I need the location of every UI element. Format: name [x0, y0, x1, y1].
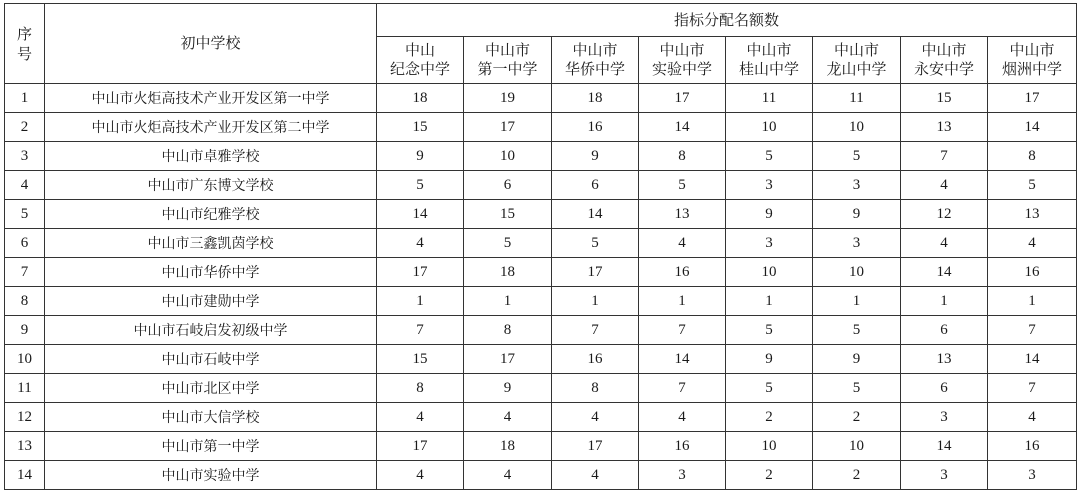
index-header-char: 序: [16, 24, 32, 43]
quota-value-cell: 7: [988, 374, 1077, 403]
index-header-label: [5, 24, 44, 64]
quota-value-cell: 9: [464, 374, 552, 403]
quota-value-cell: 4: [377, 461, 464, 490]
quota-value-cell: 9: [813, 200, 901, 229]
quota-value-cell: 16: [988, 258, 1077, 287]
table-row: [5, 84, 1077, 113]
target-school-line2: 永安中学: [913, 60, 974, 78]
quota-value-cell: 14: [639, 113, 726, 142]
quota-value-cell: 2: [813, 403, 901, 432]
quota-value-cell: 10: [464, 142, 552, 171]
row-index-cell: 6: [5, 229, 45, 258]
quota-value-cell: 14: [901, 432, 988, 461]
target-school-line2: 华侨中学: [564, 60, 625, 78]
quota-value-cell: 5: [813, 316, 901, 345]
quota-value-cell: 17: [988, 84, 1077, 113]
quota-value-cell: 12: [901, 200, 988, 229]
row-index-cell: 11: [5, 374, 45, 403]
quota-value-cell: 5: [726, 316, 813, 345]
quota-value-cell: 8: [377, 374, 464, 403]
target-school-line1: 中山市: [659, 41, 705, 59]
quota-value-cell: 4: [464, 461, 552, 490]
school-name-cell: 中山市实验中学: [45, 461, 377, 490]
index-header: [5, 4, 45, 84]
school-name-cell: 中山市火炬高技术产业开发区第二中学: [45, 113, 377, 142]
target-school-line2: 纪念中学: [389, 60, 450, 78]
quota-value-cell: 4: [639, 403, 726, 432]
quota-value-cell: 15: [377, 345, 464, 374]
quota-value-cell: 3: [639, 461, 726, 490]
table-row: [5, 403, 1077, 432]
row-index-cell: 14: [5, 461, 45, 490]
quota-value-cell: 9: [552, 142, 639, 171]
target-school-line1: 中山市: [1009, 41, 1055, 59]
quota-header: 指标分配名额数: [377, 4, 1077, 37]
quota-value-cell: 13: [988, 200, 1077, 229]
quota-value-cell: 6: [901, 374, 988, 403]
quota-value-cell: 11: [726, 84, 813, 113]
row-index-cell: 9: [5, 316, 45, 345]
quota-value-cell: 8: [552, 374, 639, 403]
school-name-cell: 中山市华侨中学: [45, 258, 377, 287]
quota-value-cell: 16: [639, 258, 726, 287]
target-school-line2: 龙山中学: [826, 60, 887, 78]
quota-value-cell: 16: [639, 432, 726, 461]
quota-value-cell: 10: [813, 432, 901, 461]
quota-value-cell: 16: [552, 113, 639, 142]
quota-value-cell: 4: [988, 229, 1077, 258]
quota-value-cell: 10: [726, 258, 813, 287]
quota-value-cell: 4: [552, 461, 639, 490]
quota-value-cell: 4: [901, 229, 988, 258]
header-row-top: [5, 4, 1077, 37]
quota-value-cell: 3: [901, 403, 988, 432]
quota-value-cell: 8: [464, 316, 552, 345]
quota-value-cell: 10: [813, 258, 901, 287]
quota-value-cell: 10: [813, 113, 901, 142]
school-name-cell: 中山市大信学校: [45, 403, 377, 432]
quota-value-cell: 4: [552, 403, 639, 432]
quota-value-cell: 5: [726, 142, 813, 171]
quota-value-cell: 11: [813, 84, 901, 113]
target-school-header: [988, 37, 1077, 84]
row-index-cell: 13: [5, 432, 45, 461]
quota-value-cell: 1: [813, 287, 901, 316]
quota-value-cell: 16: [552, 345, 639, 374]
quota-value-cell: 7: [639, 316, 726, 345]
quota-value-cell: 17: [464, 345, 552, 374]
quota-value-cell: 15: [377, 113, 464, 142]
row-index-cell: 7: [5, 258, 45, 287]
target-school-line1: 中山市: [833, 41, 879, 59]
quota-value-cell: 13: [901, 113, 988, 142]
quota-value-cell: 15: [464, 200, 552, 229]
school-name-cell: 中山市三鑫凯茵学校: [45, 229, 377, 258]
quota-value-cell: 10: [726, 432, 813, 461]
quota-value-cell: 17: [464, 113, 552, 142]
quota-value-cell: 1: [377, 287, 464, 316]
row-index-cell: 5: [5, 200, 45, 229]
school-name-cell: 中山市广东博文学校: [45, 171, 377, 200]
quota-value-cell: 16: [988, 432, 1077, 461]
table-header: [5, 4, 1077, 84]
target-school-header: [552, 37, 639, 84]
quota-value-cell: 2: [813, 461, 901, 490]
quota-value-cell: 7: [552, 316, 639, 345]
target-school-header: [377, 37, 464, 84]
target-school-line1: 中山市: [746, 41, 792, 59]
table-row: [5, 142, 1077, 171]
target-school-header: [464, 37, 552, 84]
quota-value-cell: 14: [901, 258, 988, 287]
quota-value-cell: 1: [464, 287, 552, 316]
quota-value-cell: 17: [552, 432, 639, 461]
school-header: 初中学校: [45, 4, 377, 84]
target-school-header: [901, 37, 988, 84]
quota-allocation-table: [4, 3, 1077, 490]
quota-value-cell: 17: [377, 432, 464, 461]
target-school-header: [639, 37, 726, 84]
table-row: [5, 432, 1077, 461]
table-row: [5, 258, 1077, 287]
school-name-cell: 中山市建勋中学: [45, 287, 377, 316]
quota-value-cell: 9: [813, 345, 901, 374]
quota-value-cell: 18: [377, 84, 464, 113]
row-index-cell: 10: [5, 345, 45, 374]
quota-value-cell: 3: [813, 229, 901, 258]
quota-value-cell: 4: [464, 403, 552, 432]
row-index-cell: 2: [5, 113, 45, 142]
quota-table-container: [4, 3, 1077, 490]
quota-value-cell: 3: [901, 461, 988, 490]
table-row: [5, 316, 1077, 345]
quota-value-cell: 1: [726, 287, 813, 316]
target-school-line2: 第一中学: [477, 60, 538, 78]
quota-value-cell: 4: [377, 229, 464, 258]
quota-value-cell: 7: [988, 316, 1077, 345]
quota-value-cell: 4: [988, 403, 1077, 432]
table-row: [5, 374, 1077, 403]
quota-value-cell: 14: [988, 345, 1077, 374]
target-school-line2: 实验中学: [651, 60, 712, 78]
quota-value-cell: 4: [377, 403, 464, 432]
quota-value-cell: 1: [901, 287, 988, 316]
row-index-cell: 8: [5, 287, 45, 316]
quota-value-cell: 5: [639, 171, 726, 200]
table-row: [5, 200, 1077, 229]
quota-value-cell: 15: [901, 84, 988, 113]
table-row: [5, 345, 1077, 374]
quota-value-cell: 5: [988, 171, 1077, 200]
quota-value-cell: 7: [901, 142, 988, 171]
quota-value-cell: 2: [726, 461, 813, 490]
quota-value-cell: 6: [552, 171, 639, 200]
quota-value-cell: 18: [464, 258, 552, 287]
index-header-char: 号: [16, 44, 32, 63]
target-school-line1: 中山市: [484, 41, 530, 59]
quota-value-cell: 14: [639, 345, 726, 374]
quota-value-cell: 17: [377, 258, 464, 287]
quota-value-cell: 13: [639, 200, 726, 229]
target-school-line2: 烟洲中学: [1001, 60, 1062, 78]
quota-value-cell: 3: [813, 171, 901, 200]
school-name-cell: 中山市第一中学: [45, 432, 377, 461]
quota-value-cell: 5: [377, 171, 464, 200]
quota-value-cell: 1: [639, 287, 726, 316]
quota-value-cell: 18: [464, 432, 552, 461]
quota-value-cell: 7: [377, 316, 464, 345]
row-index-cell: 3: [5, 142, 45, 171]
target-school-line1: 中山: [404, 41, 435, 59]
quota-value-cell: 9: [726, 200, 813, 229]
table-row: [5, 461, 1077, 490]
school-name-cell: 中山市石岐启发初级中学: [45, 316, 377, 345]
quota-value-cell: 2: [726, 403, 813, 432]
table-row: [5, 287, 1077, 316]
target-school-line1: 中山市: [572, 41, 618, 59]
quota-value-cell: 17: [552, 258, 639, 287]
quota-value-cell: 6: [901, 316, 988, 345]
quota-value-cell: 18: [552, 84, 639, 113]
quota-value-cell: 17: [639, 84, 726, 113]
quota-value-cell: 9: [377, 142, 464, 171]
table-body: [5, 84, 1077, 490]
quota-value-cell: 4: [901, 171, 988, 200]
quota-value-cell: 6: [464, 171, 552, 200]
target-school-line1: 中山市: [921, 41, 967, 59]
quota-value-cell: 4: [639, 229, 726, 258]
target-school-header: [813, 37, 901, 84]
row-index-cell: 1: [5, 84, 45, 113]
table-row: [5, 113, 1077, 142]
quota-value-cell: 3: [988, 461, 1077, 490]
table-row: [5, 171, 1077, 200]
quota-value-cell: 8: [639, 142, 726, 171]
school-name-cell: 中山市卓雅学校: [45, 142, 377, 171]
quota-value-cell: 5: [813, 142, 901, 171]
target-school-line2: 桂山中学: [738, 60, 799, 78]
table-row: [5, 229, 1077, 258]
quota-value-cell: 3: [726, 229, 813, 258]
quota-value-cell: 14: [552, 200, 639, 229]
quota-value-cell: 1: [988, 287, 1077, 316]
quota-value-cell: 5: [552, 229, 639, 258]
quota-value-cell: 10: [726, 113, 813, 142]
quota-value-cell: 7: [639, 374, 726, 403]
quota-value-cell: 3: [726, 171, 813, 200]
quota-value-cell: 14: [988, 113, 1077, 142]
quota-value-cell: 5: [813, 374, 901, 403]
quota-value-cell: 14: [377, 200, 464, 229]
row-index-cell: 12: [5, 403, 45, 432]
quota-value-cell: 13: [901, 345, 988, 374]
row-index-cell: 4: [5, 171, 45, 200]
school-name-cell: 中山市北区中学: [45, 374, 377, 403]
quota-value-cell: 19: [464, 84, 552, 113]
quota-value-cell: 5: [726, 374, 813, 403]
school-name-cell: 中山市石岐中学: [45, 345, 377, 374]
quota-value-cell: 9: [726, 345, 813, 374]
quota-value-cell: 1: [552, 287, 639, 316]
quota-value-cell: 8: [988, 142, 1077, 171]
school-name-cell: 中山市纪雅学校: [45, 200, 377, 229]
school-name-cell: 中山市火炬高技术产业开发区第一中学: [45, 84, 377, 113]
quota-value-cell: 5: [464, 229, 552, 258]
target-school-header: [726, 37, 813, 84]
